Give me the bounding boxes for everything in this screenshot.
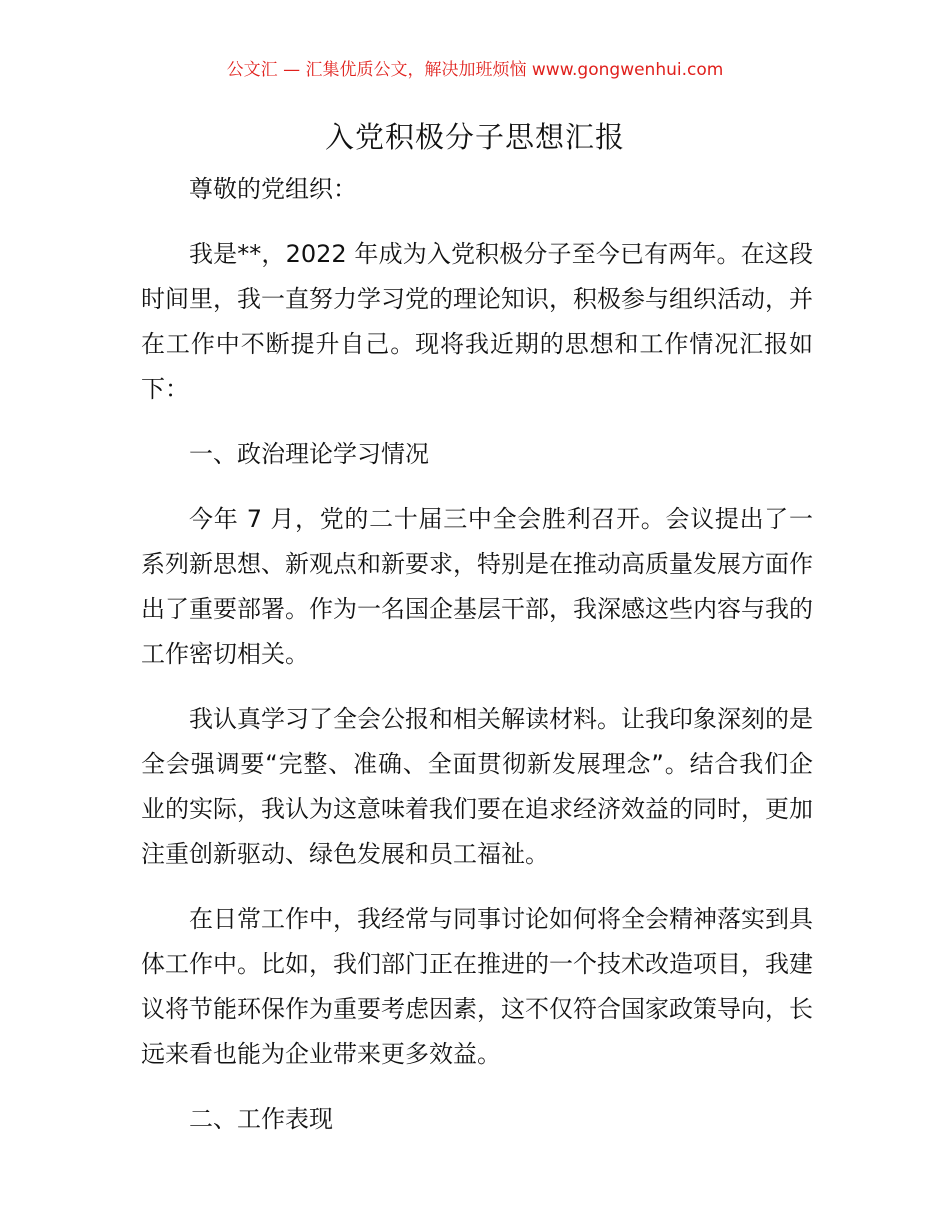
document-body: [141, 167, 813, 1162]
section-1-paragraph-1: 今年 7 月，党的二十届三中全会胜利召开。会议提出了一系列新思想、新观点和新要求，特别是在推动高质量发展方面作出了重要部署。作为一名国企基层干部，我深感这些内容与我的工作密切相关。: [141, 505, 813, 668]
document-title: 入党积极分子思想汇报: [324, 120, 625, 154]
section-1-paragraph-2: 我认真学习了全会公报和相关解读材料。让我印象深刻的是全会强调要“完整、准确、全面贯彻新发展理念”。结合我们企业的实际，我认为这意味着我们要在追求经济效益的同时，更加注重创新驱动、绿色发展和员工福祉。: [141, 705, 813, 868]
section-2-heading: 二、工作表现: [189, 1105, 333, 1133]
section-1-paragraph-3: 在日常工作中，我经常与同事讨论如何将全会精神落实到具体工作中。比如，我们部门正在推进的一个技术改造项目，我建议将节能环保作为重要考虑因素，这不仅符合国家政策导向，长远来看也能为企业带来更多效益。: [141, 905, 813, 1068]
section-1-heading: 一、政治理论学习情况: [189, 440, 429, 468]
intro-paragraph: 我是**，2022 年成为入党积极分子至今已有两年。在这段时间里，我一直努力学习党的理论知识，积极参与组织活动，并在工作中不断提升自己。现将我近期的思想和工作情况汇报如下：: [141, 240, 813, 403]
site-banner: 公文汇 — 汇集优质公文，解决加班烦恼 www.gongwenhui.com: [226, 60, 724, 80]
salutation: 尊敬的党组织：: [189, 175, 357, 203]
